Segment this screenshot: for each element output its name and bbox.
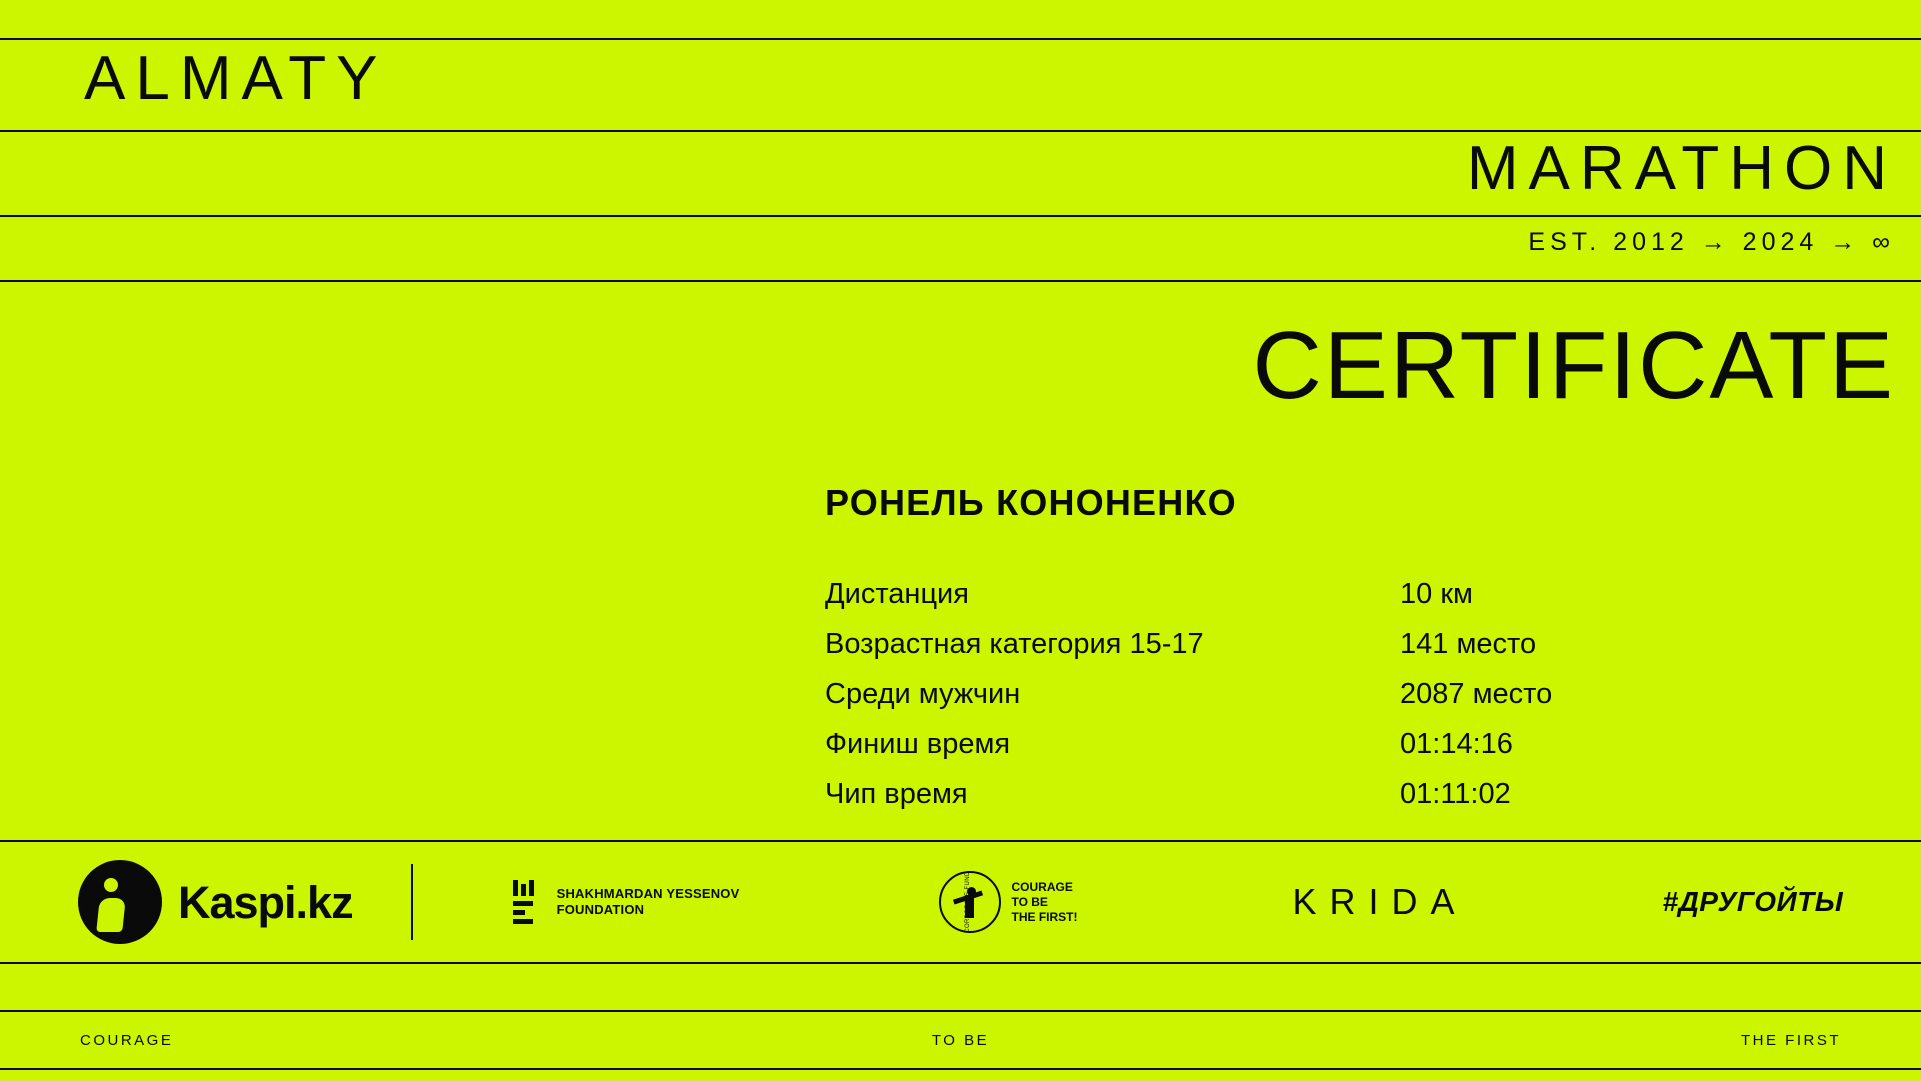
sponsor-krida (1292, 842, 1467, 962)
table-row (825, 730, 1725, 780)
table-row (825, 630, 1725, 680)
sponsor-drugoity-label: #ДРУГОЙТЫ (1662, 886, 1844, 917)
result-label-among-men: Среди мужчин (825, 678, 1021, 710)
table-row (825, 680, 1725, 730)
sponsor-krida-label: KRIDA (1292, 881, 1468, 922)
result-label-finish-time: Финиш время (825, 728, 1011, 760)
result-value-among-men: 2087 место (1400, 678, 1553, 710)
sponsor-courage-fund (939, 842, 1077, 962)
sponsor-courage-line1: COURAGE (1011, 879, 1073, 894)
sponsor-yessenov-label (557, 886, 740, 919)
sponsor-drugoity (1663, 842, 1844, 962)
page-title: CERTIFICATE (1252, 312, 1895, 419)
sponsor-courage-line3: THE FIRST! (1011, 909, 1078, 924)
divider-rule-footer-top (0, 1010, 1921, 1012)
sponsor-bar (0, 842, 1921, 962)
brand-almaty: ALMATY (84, 44, 388, 113)
result-value-age-category: 141 место (1400, 628, 1537, 660)
footer-slogan-right: THE FIRST (1741, 1031, 1841, 1049)
footer-slogan-center: TO BE (931, 1031, 990, 1049)
result-value-finish-time: 01:14:16 (1400, 728, 1513, 760)
sponsor-yessenov-foundation (511, 842, 740, 962)
sponsor-yessenov-line2: FOUNDATION (556, 902, 645, 917)
divider-rule-marathon (0, 215, 1921, 217)
result-label-distance: Дистанция (825, 578, 969, 610)
participant-name: РОНЕЛЬ КОНОНЕНКО (825, 482, 1237, 523)
divider-rule-almaty (0, 130, 1921, 132)
table-row (825, 780, 1725, 830)
sponsor-kaspi-label: Kaspi.kz (178, 876, 353, 928)
brand-marathon: MARATHON (1466, 134, 1897, 203)
sponsor-yessenov-line1: SHAKHMARDAN YESSENOV (556, 885, 740, 901)
divider-rule-top (0, 38, 1921, 40)
yessenov-logo-icon (511, 880, 545, 924)
result-label-age-category: Возрастная категория 15-17 (825, 628, 1204, 660)
sponsor-courage-label (1011, 880, 1077, 925)
divider-rule-est (0, 280, 1921, 282)
sponsor-courage-line2: TO BE (1011, 894, 1048, 909)
result-value-chip-time: 01:11:02 (1400, 778, 1511, 810)
footer-slogan (0, 1018, 1921, 1062)
results-table (825, 580, 1725, 830)
result-value-distance: 10 км (1400, 578, 1473, 610)
sponsor-kaspi (78, 842, 353, 962)
divider-rule-sponsors-bottom (0, 962, 1921, 964)
sponsor-divider (411, 864, 413, 940)
kaspi-logo-icon (78, 860, 162, 944)
result-label-chip-time: Чип время (825, 778, 968, 810)
footer-slogan-left: COURAGE (80, 1031, 174, 1049)
established-years: EST. 2012 → 2024 → ∞ (1528, 228, 1895, 256)
table-row (825, 580, 1725, 630)
divider-rule-bottom (0, 1068, 1921, 1070)
courage-fund-logo-icon (939, 871, 1001, 933)
